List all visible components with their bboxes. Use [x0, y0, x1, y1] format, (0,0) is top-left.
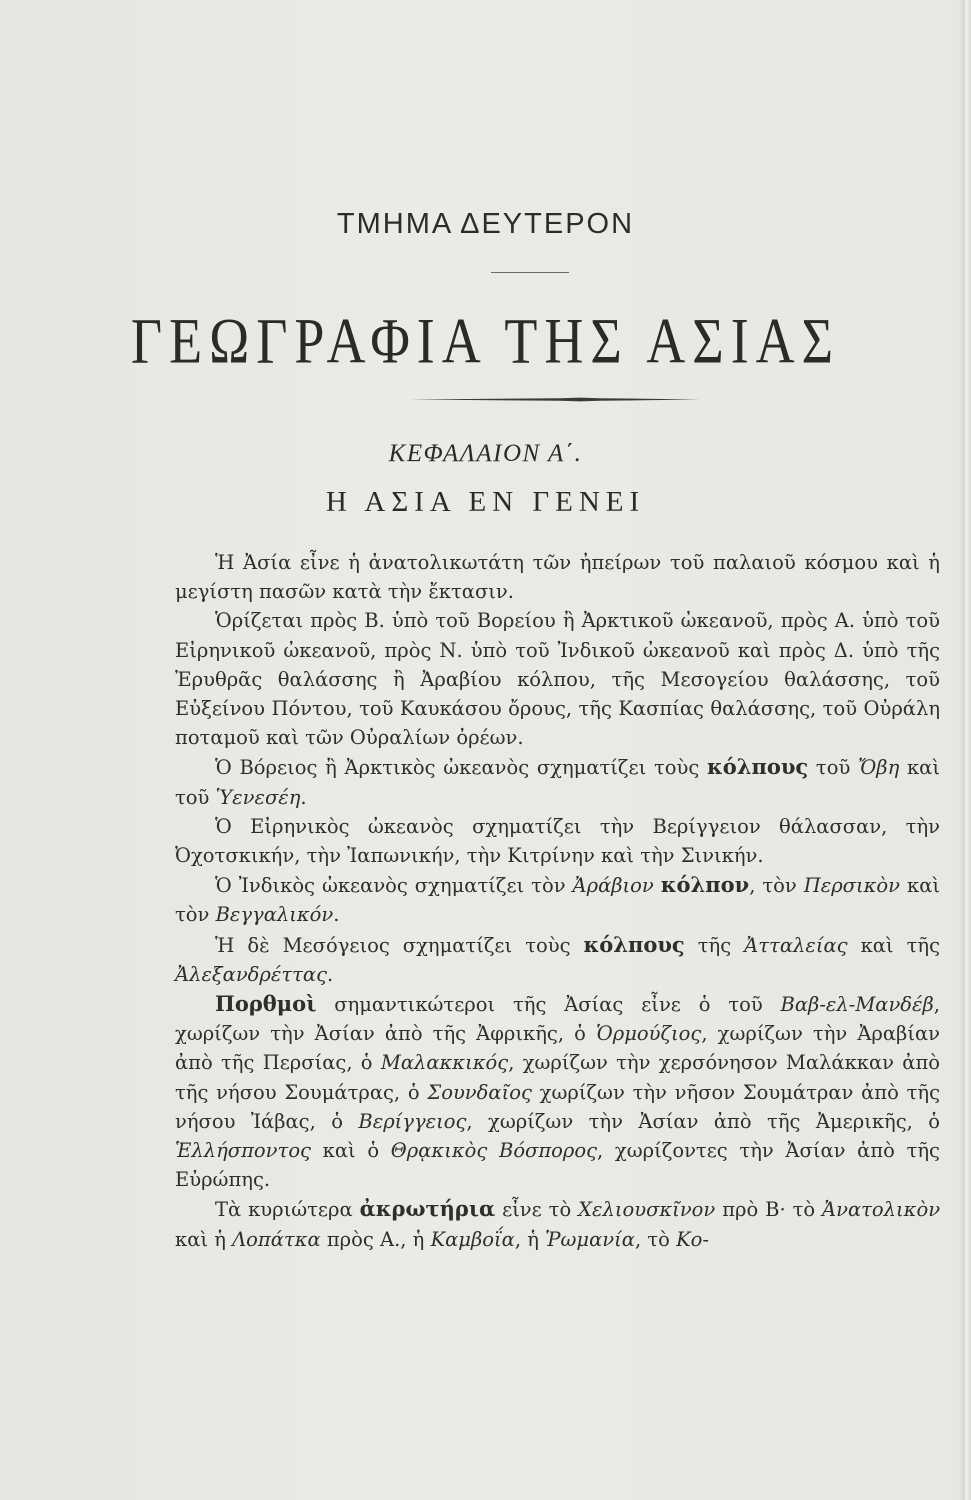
section-title: ΤΜΗΜΑ ΔΕΥΤΕΡΟΝ [336, 208, 635, 240]
ornamental-rule [410, 396, 700, 403]
bold-term: κόλπους [706, 754, 809, 780]
chapter-label: ΚΕΦΑΛΑΙΟΝ Α΄. [388, 440, 583, 467]
bold-term: κόλπους [583, 931, 685, 957]
paragraph: Ὁ Ἰνδικὸς ὠκεανὸς σχηματίζει τὸν Ἀράβιον κόλπον, τὸν Περσικὸν καὶ τὸν Βεγγαλικόν. [175, 872, 941, 927]
bold-term: ἀκρωτήρια [359, 1196, 496, 1222]
paragraph: Τὰ κυριώτερα ἀκρωτήρια εἶνε τὸ Χελιουσκῖνον πρὸ Β· τὸ Ἀνατολικὸν καὶ ἡ Λοπάτκα πρὸς Α., ἡ Καμβοΐα, ἡ Ῥωμανία, τὸ Κο- [175, 1196, 941, 1251]
bold-term: Πορθμοὶ [215, 991, 317, 1017]
paragraph: Ἡ Ἀσία εἶνε ἡ ἀνατολικωτάτη τῶν ἠπείρων τοῦ παλαιοῦ κόσμου καὶ ἡ μεγίστη πασῶν κατὰ τὴν ἔκτασιν. [175, 551, 940, 604]
bold-term: κόλπον [660, 872, 750, 898]
paragraph: Πορθμοὶ σημαντικώτεροι τῆς Ἀσίας εἶνε ὁ τοῦ Βαβ-ελ-Μανδέβ, χωρίζων τὴν Ἀσίαν ἀπὸ τῆς Ἀφρικῆς, ὁ Ὁρμούζιος, χωρίζων τὴν Ἀραβίαν ἀπὸ τῆς Περσίας, ὁ Μαλακκικός, χωρίζων τὴν χερσόνησον Μαλάκκαν ἀπὸ τῆς νήσου Σουμάτρας, ὁ Σουνδαῖος χωρίζων τὴν νῆσον Σουμάτραν ἀπὸ τῆς νήσου Ἰάβας, ὁ Βερίγγειος, χωρίζων τὴν Ἀσίαν ἀπὸ τῆς Ἀμερικῆς, ὁ Ἑλλήσποντος καὶ ὁ Θρᾳκικὸς Βόσπορος, χωρίζοντες τὴν Ἀσίαν ἀπὸ τῆς Εὐρώπης. [175, 991, 941, 1192]
paragraph: Ὁ Βόρειος ἢ Ἀρκτικὸς ὠκεανὸς σχηματίζει τοὺς κόλπους τοῦ Ὄβη καὶ τοῦ Ὑενεσέη. [175, 754, 940, 809]
paragraph: Ὁρίζεται πρὸς Β. ὑπὸ τοῦ Βορείου ἢ Ἀρκτικοῦ ὠκεανοῦ, πρὸς Α. ὑπὸ τοῦ Εἰρηνικοῦ ὠκεανοῦ, πρὸς Ν. ὑπὸ τοῦ Ἰνδικοῦ ὠκεανοῦ καὶ πρὸς Δ. ὑπὸ τῆς Ἐρυθρᾶς θαλάσσης ἢ Ἀραβίου κόλπου, τῆς Μεσογείου θαλάσσης, τοῦ Εὐξείνου Πόντου, τοῦ Καυκάσου ὄρους, τῆς Κασπίας θαλάσσης, τοῦ Οὐράλη ποταμοῦ καὶ τῶν Οὐραλίων ὀρέων. [175, 609, 940, 750]
chapter-subtitle: Η ΑΣΙΑ ΕΝ ΓΕΝΕΙ [325, 486, 646, 518]
paragraph: Ὁ Εἰρηνικὸς ὠκεανὸς σχηματίζει τὴν Βερίγγειον θάλασσαν, τὴν Ὀχοτσκικήν, τὴν Ἰαπωνικήν, τὴν Κιτρίνην καὶ τὴν Σινικήν. [175, 814, 940, 868]
body-text [175, 548, 940, 1254]
divider-rule [491, 272, 569, 273]
main-title: ΓΕΩΓΡΑΦΙΑ ΤΗΣ ΑΣΙΑΣ [130, 305, 841, 377]
paragraph: Ἡ δὲ Μεσόγειος σχηματίζει τοὺς κόλπους τῆς Ἀτταλείας καὶ τῆς Ἀλεξανδρέττας. [175, 931, 940, 986]
